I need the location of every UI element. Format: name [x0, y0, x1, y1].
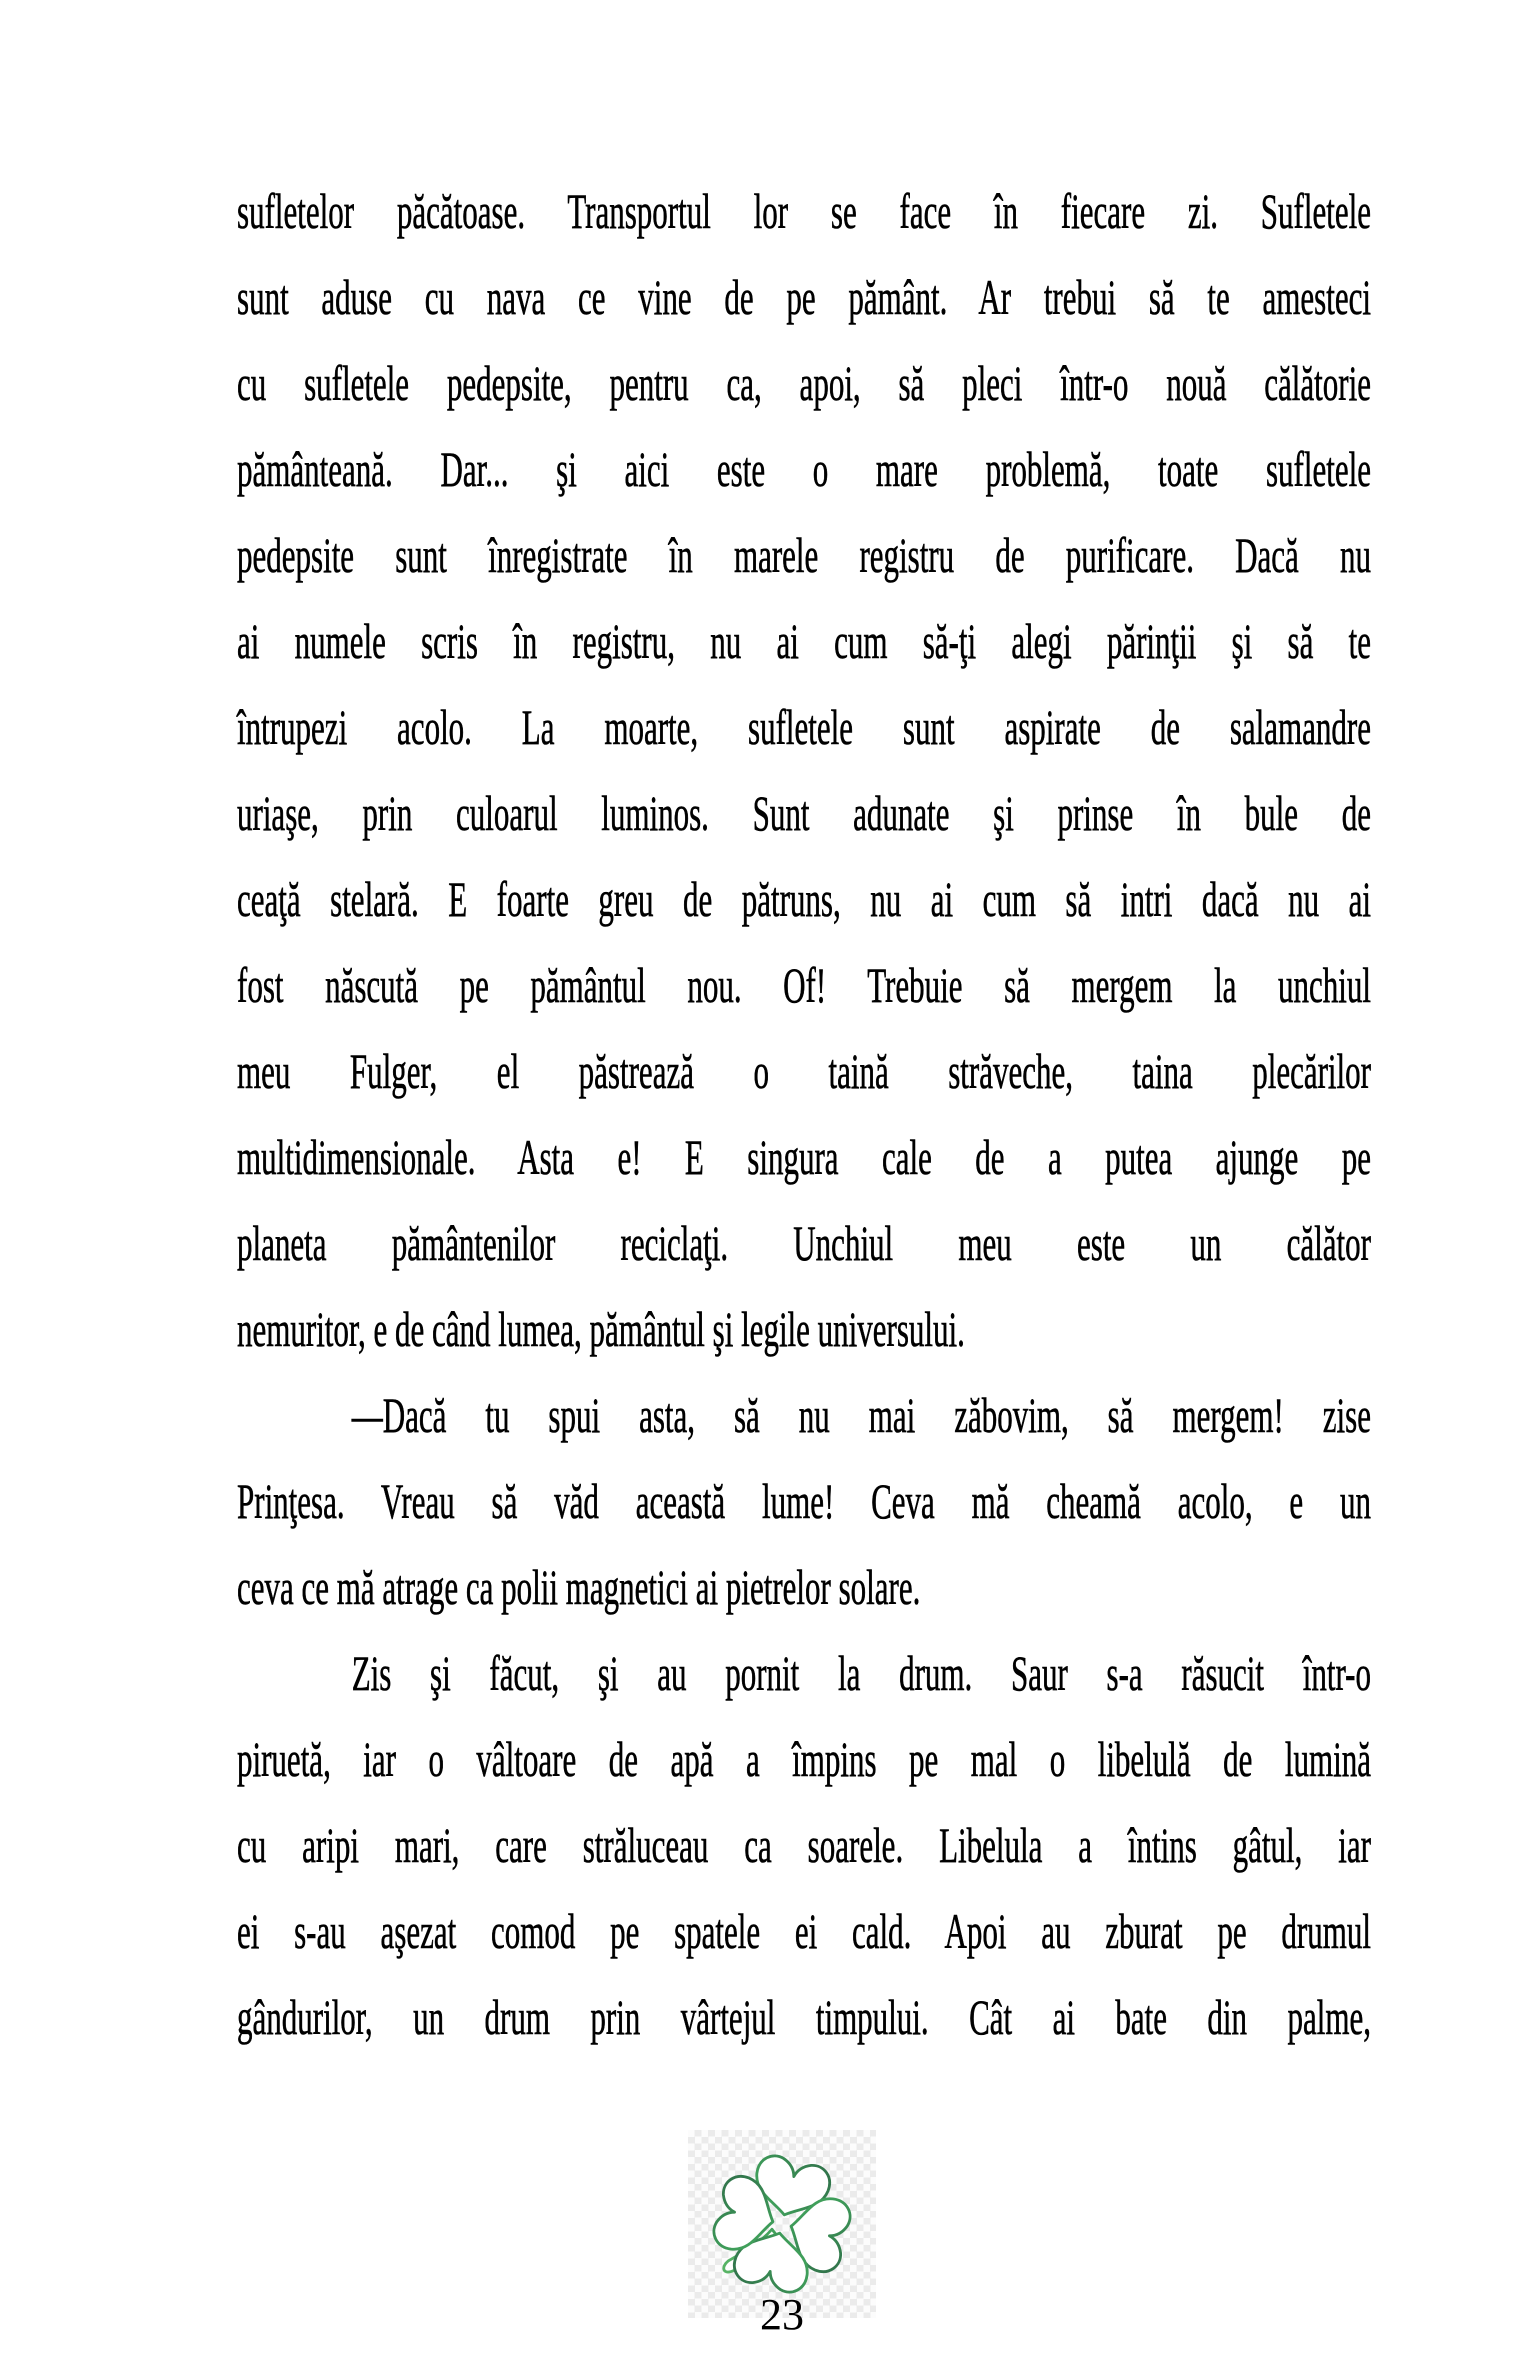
body-text [237, 168, 1371, 2060]
text-line: sunt aduse cu nava ce vine de pe pământ. Ar trebui să te amesteci [237, 269, 1371, 325]
text-line: ei s-au aşezat comod pe spatele ei cald. Apoi au zburat pe drumul [237, 1903, 1371, 1959]
text-line-paragraph-end: nemuritor, e de când lumea, pământul şi legile universului. [237, 1301, 965, 1357]
text-line: pământeană. Dar... şi aici este o mare problemă, toate sufletele [237, 441, 1371, 497]
text-line: ai numele scris în registru, nu ai cum să-ţi alegi părinţii şi să te [237, 613, 1371, 669]
text-line: pedepsite sunt înregistrate în marele registru de purificare. Dacă nu [237, 527, 1371, 583]
text-line: sufletelor păcătoase. Transportul lor se face în fiecare zi. Sufletele [237, 183, 1371, 239]
text-line: Prinţesa. Vreau să văd această lume! Ceva mă cheamă acolo, e un [237, 1473, 1371, 1529]
text-line: meu Fulger, el păstrează o taină străveche, taina plecărilor [237, 1043, 1371, 1099]
text-line: piruetă, iar o vâltoare de apă a împins pe mal o libelulă de lumină [237, 1731, 1371, 1787]
text-line: uriaşe, prin culoarul luminos. Sunt adunate şi prinse în bule de [237, 785, 1371, 841]
text-line-paragraph-start: —Dacă tu spui asta, să nu mai zăbovim, să mergem! zise [351, 1387, 1371, 1443]
text-line: întrupezi acolo. La moarte, sufletele sunt aspirate de salamandre [237, 699, 1371, 755]
text-line: fost născută pe pământul nou. Of! Trebuie să mergem la unchiul [237, 957, 1371, 1013]
text-line: gândurilor, un drum prin vârtejul timpului. Cât ai bate din palme, [237, 1989, 1371, 2045]
text-line-paragraph-start: Zis şi făcut, şi au pornit la drum. Saur s-a răsucit într-o [351, 1645, 1371, 1701]
text-line: ceaţă stelară. E foarte greu de pătruns, nu ai cum să intri dacă nu ai [237, 871, 1371, 927]
page-number: 23 [760, 2290, 804, 2339]
text-line: planeta pământenilor reciclaţi. Unchiul meu este un călător [237, 1215, 1371, 1271]
text-line: cu sufletele pedepsite, pentru ca, apoi, să pleci într-o nouă călătorie [237, 355, 1371, 411]
page-footer-logo [688, 2130, 876, 2339]
text-line-paragraph-end: ceva ce mă atrage ca polii magnetici ai pietrelor solare. [237, 1559, 921, 1615]
text-line: cu aripi mari, care străluceau ca soarele. Libelula a întins gâtul, iar [237, 1817, 1371, 1873]
text-line: multidimensionale. Asta e! E singura cale de a putea ajunge pe [237, 1129, 1371, 1185]
